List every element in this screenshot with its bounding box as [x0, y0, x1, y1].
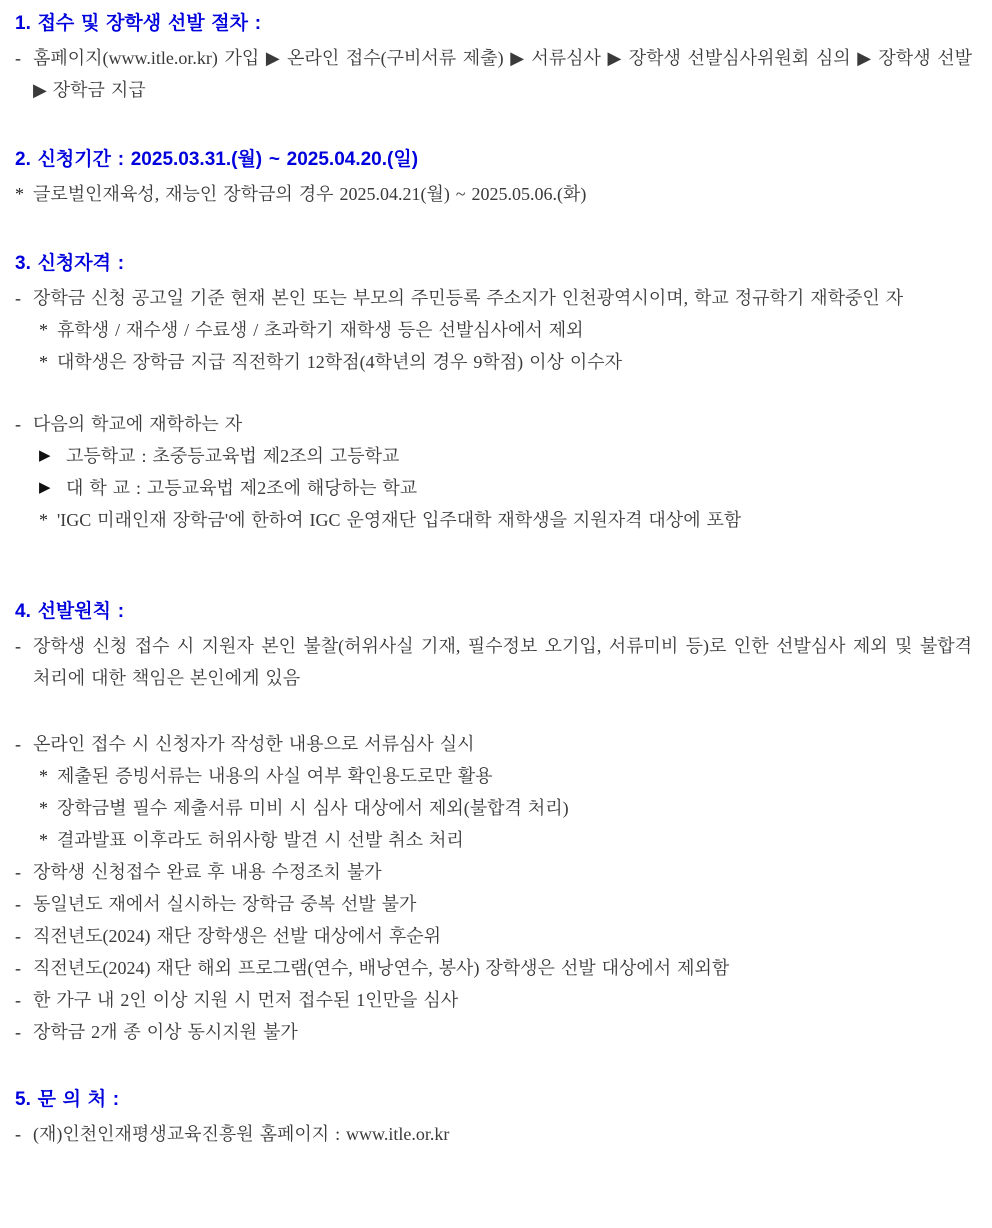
text-line-content: 한 가구 내 2인 이상 지원 시 먼저 접수된 1인만을 심사: [33, 990, 459, 1010]
text-line-content: 글로벌인재육성, 재능인 장학금의 경우 2025.04.21(월) ~ 2025.05.06.(화): [33, 184, 587, 204]
section-2: [15, 144, 972, 210]
section-4-heading: 4. 선발원칙 :: [15, 601, 125, 622]
dash-bullet-icon: -: [15, 1022, 21, 1042]
dash-bullet-icon: -: [15, 734, 21, 754]
text-line: [39, 440, 972, 472]
text-line-content: 고등학교 : 초중등교육법 제2조의 고등학교: [66, 446, 400, 466]
text-line: [15, 728, 972, 760]
text-line: [15, 630, 972, 694]
text-line-content: 직전년도(2024) 재단 장학생은 선발 대상에서 후순위: [33, 926, 442, 946]
text-line-content: 다음의 학교에 재학하는 자: [33, 414, 243, 434]
text-line-content: 동일년도 재에서 실시하는 장학금 중복 선발 불가: [33, 894, 417, 914]
asterisk-bullet-icon: *: [39, 510, 48, 530]
section-3-heading: 3. 신청자격 :: [15, 253, 125, 274]
dash-bullet-icon: -: [15, 894, 21, 914]
arrow-bullet-icon: ▶: [39, 480, 51, 496]
text-line-content: 직전년도(2024) 재단 해외 프로그램(연수, 배낭연수, 봉사) 장학생은 선발 대상에서 제외함: [33, 958, 730, 978]
asterisk-bullet-icon: *: [39, 320, 48, 340]
text-line: [15, 984, 972, 1016]
section-1-block-1: [15, 42, 972, 106]
text-line: [39, 760, 972, 792]
section-4: [15, 596, 972, 1048]
text-line: [15, 178, 972, 210]
text-line: [15, 282, 972, 314]
text-line-content: 장학생 신청접수 완료 후 내용 수정조치 불가: [33, 862, 382, 882]
text-line: [15, 952, 972, 984]
dash-bullet-icon: -: [15, 48, 21, 68]
text-line-content: 홈페이지(www.itle.or.kr) 가입 ▶ 온라인 접수(구비서류 제출) ▶ 서류심사 ▶ 장학생 선발심사위원회 심의 ▶ 장학생 선발 ▶ 장학금 지급: [33, 48, 972, 100]
dash-bullet-icon: -: [15, 862, 21, 882]
section-2-block-1: [15, 178, 972, 210]
section-3: [15, 248, 972, 536]
text-line-content: 장학금 신청 공고일 기준 현재 본인 또는 부모의 주민등록 주소지가 인천광역시이며, 학교 정규학기 재학중인 자: [33, 288, 904, 308]
asterisk-bullet-icon: *: [39, 766, 48, 786]
section-1-heading: 1. 접수 및 장학생 선발 절차 :: [15, 13, 262, 34]
text-line: [15, 42, 972, 106]
dash-bullet-icon: -: [15, 958, 21, 978]
section-5: [15, 1084, 972, 1150]
text-line-content: 장학금 2개 종 이상 동시지원 불가: [33, 1022, 298, 1042]
text-line: [39, 824, 972, 856]
section-5-heading: 5. 문 의 처 :: [15, 1089, 120, 1110]
text-line: [15, 856, 972, 888]
dash-bullet-icon: -: [15, 990, 21, 1010]
text-line: [39, 504, 972, 536]
asterisk-bullet-icon: *: [15, 184, 24, 204]
text-line: [39, 792, 972, 824]
dash-bullet-icon: -: [15, 1124, 21, 1144]
dash-bullet-icon: -: [15, 636, 21, 656]
text-line-content: 휴학생 / 재수생 / 수료생 / 초과학기 재학생 등은 선발심사에서 제외: [57, 320, 584, 340]
section-3-block-2: [15, 408, 972, 536]
text-line: [39, 314, 972, 346]
text-line: [39, 472, 972, 504]
asterisk-bullet-icon: *: [39, 352, 48, 372]
arrow-bullet-icon: ▶: [39, 448, 51, 464]
text-line-content: 장학금별 필수 제출서류 미비 시 심사 대상에서 제외(불합격 처리): [57, 798, 569, 818]
text-line-content: 대학생은 장학금 지급 직전학기 12학점(4학년의 경우 9학점) 이상 이수자: [57, 352, 622, 372]
text-line-content: 결과발표 이후라도 허위사항 발견 시 선발 취소 처리: [57, 830, 464, 850]
dash-bullet-icon: -: [15, 288, 21, 308]
text-line-content: 온라인 접수 시 신청자가 작성한 내용으로 서류심사 실시: [33, 734, 475, 754]
text-line-content: 제출된 증빙서류는 내용의 사실 여부 확인용도로만 활용: [57, 766, 493, 786]
section-4-block-2: [15, 728, 972, 1048]
dash-bullet-icon: -: [15, 414, 21, 434]
text-line: [15, 1016, 972, 1048]
section-5-block-1: [15, 1118, 972, 1150]
text-line-content: 장학생 신청 접수 시 지원자 본인 불찰(허위사실 기재, 필수정보 오기입, 서류미비 등)로 인한 선발심사 제외 및 불합격 처리에 대한 책임은 본인에게 있음: [33, 636, 972, 688]
text-line: [39, 346, 972, 378]
text-line: [15, 408, 972, 440]
text-line-content: (재)인천인재평생교육진흥원 홈페이지 : www.itle.or.kr: [33, 1124, 450, 1144]
text-line-content: 대 학 교 : 고등교육법 제2조에 해당하는 학교: [66, 478, 418, 498]
text-line: [15, 888, 972, 920]
section-3-block-1: [15, 282, 972, 378]
text-line: [15, 1118, 972, 1150]
section-1: [15, 8, 972, 106]
dash-bullet-icon: -: [15, 926, 21, 946]
asterisk-bullet-icon: *: [39, 830, 48, 850]
text-line-content: 'IGC 미래인재 장학금'에 한하여 IGC 운영재단 입주대학 재학생을 지원자격 대상에 포함: [57, 510, 742, 530]
text-line: [15, 920, 972, 952]
asterisk-bullet-icon: *: [39, 798, 48, 818]
section-4-block-1: [15, 630, 972, 694]
section-2-heading: 2. 신청기간 : 2025.03.31.(월) ~ 2025.04.20.(일): [15, 149, 419, 170]
